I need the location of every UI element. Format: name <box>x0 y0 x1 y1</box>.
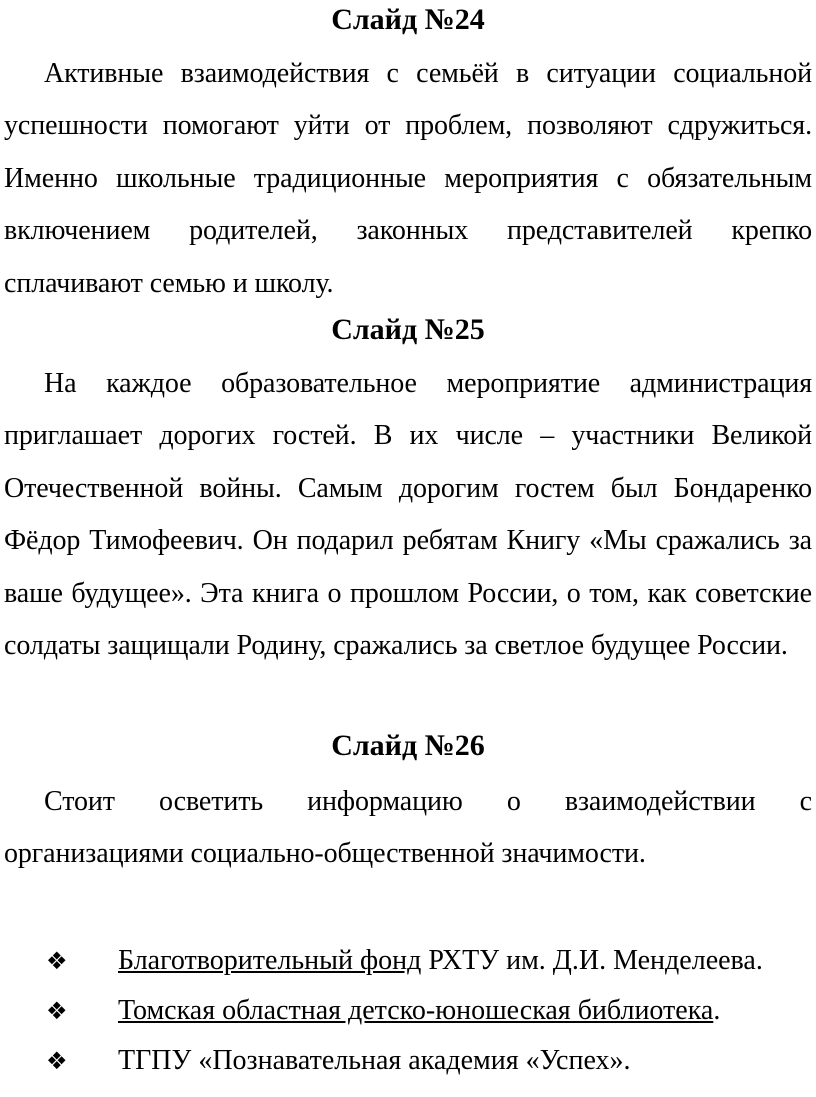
list-item <box>0 936 816 986</box>
slide-25-heading: Слайд №25 <box>331 313 485 346</box>
charity-fund-link[interactable]: Благотворительный фонд <box>118 945 422 976</box>
library-link[interactable]: Томская областная детско-юношеская библиотека <box>118 995 714 1026</box>
slide-26-heading: Слайд №26 <box>331 729 485 762</box>
list-item-text <box>118 936 763 986</box>
diamond-bullet-icon: ❖ <box>46 997 68 1025</box>
list-item-rest: РХТУ им. Д.И. Менделеева. <box>421 945 763 976</box>
list-item <box>0 986 816 1036</box>
slide-26-paragraph: Стоит осветить информацию о взаимодействии с организациями социально-общественной значимости. <box>4 786 812 870</box>
diamond-bullet-icon: ❖ <box>46 947 68 975</box>
slide-24-heading: Слайд №24 <box>331 3 485 36</box>
organizations-list <box>0 936 816 1086</box>
diamond-bullet-icon: ❖ <box>46 1047 68 1075</box>
list-item <box>0 1036 816 1086</box>
list-item-rest: ТГПУ «Познавательная академия «Успех». <box>118 1045 631 1076</box>
list-item-text <box>118 1036 631 1086</box>
list-item-rest: . <box>713 995 721 1026</box>
slide-24-paragraph: Активные взаимодействия с семьёй в ситуации социальной успешности помогают уйти от проблем, позволяют сдружиться. Именно школьные традиционные мероприятия с обязательным включением родителей, законных представителей крепко сплачивают семью и школу. <box>4 58 812 299</box>
list-item-text <box>118 986 720 1036</box>
slide-25-paragraph: На каждое образовательное мероприятие администрация приглашает дорогих гостей. В их числе – участники Великой Отечественной войны. Самым дорогим гостем был Бондаренко Фёдор Тимофеевич. Он подарил ребятам Книгу «Мы сражались за ваше будущее». Эта книга о прошлом России, о том, как советские солдаты защищали Родину, сражались за светлое будущее России. <box>4 368 812 662</box>
